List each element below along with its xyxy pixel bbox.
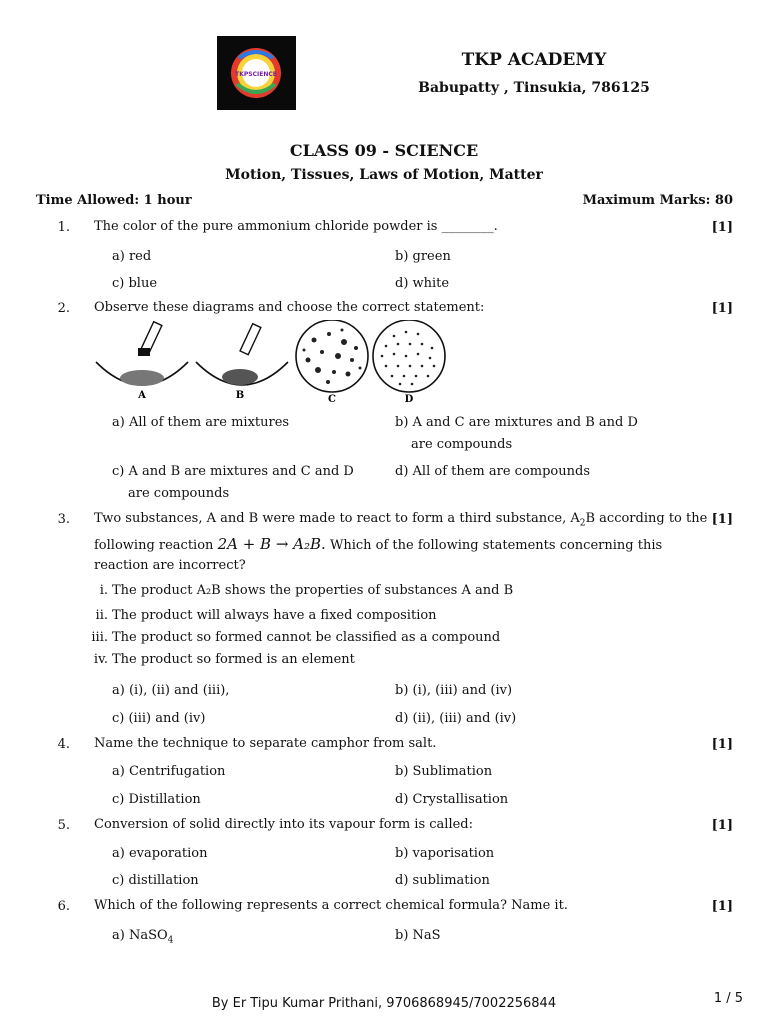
- question-number: 5.: [57, 818, 70, 833]
- option-a: a) (i), (ii) and (iii),: [112, 683, 230, 698]
- question-text: Name the technique to separate camphor from salt.: [94, 736, 437, 751]
- diagram-label-c: C: [328, 394, 336, 405]
- question-text-line3: reaction are incorrect?: [94, 558, 246, 573]
- option-d: d) sublimation: [395, 873, 490, 888]
- question-text: Conversion of solid directly into its vapour form is called:: [94, 817, 473, 832]
- diagram-b: [196, 324, 288, 401]
- question-marks: [1]: [711, 512, 733, 527]
- question-marks: [1]: [711, 818, 733, 833]
- footer-author: By Er Tipu Kumar Prithani, 9706868945/7002256844: [211, 996, 557, 1011]
- option-d: d) Crystallisation: [395, 792, 509, 807]
- option-d: d) (ii), (iii) and (iv): [395, 711, 517, 726]
- option-b: b) A and C are mixtures and B and D: [395, 415, 638, 430]
- school-name: TKP ACADEMY: [461, 50, 607, 70]
- matter-diagram: [94, 320, 454, 406]
- question-marks: [1]: [711, 301, 733, 316]
- option-b: b) Sublimation: [395, 764, 493, 779]
- question-text: Which of the following represents a correct chemical formula? Name it.: [94, 898, 568, 913]
- option-b: b) green: [395, 249, 451, 264]
- option-b: b) vaporisation: [395, 846, 495, 861]
- question-number: 3.: [57, 512, 70, 527]
- option-a: a) All of them are mixtures: [112, 415, 290, 430]
- question-text-line1: Two substances, A and B were made to react to form a third substance, $A_2B$ according to the: [94, 511, 708, 529]
- time-allowed: Time Allowed: 1 hour: [36, 193, 192, 208]
- diagram-a: [96, 322, 188, 401]
- question-text-line2: following reaction 2A + B → A₂B. Which of the following statements concerning this: [94, 535, 663, 553]
- option-c: c) (iii) and (iv): [112, 711, 206, 726]
- statement-ii: ii. The product will always have a fixed composition: [95, 608, 437, 623]
- option-c: c) distillation: [112, 873, 199, 888]
- diagram-label-a: A: [138, 390, 146, 401]
- statement-iii: iii. The product so formed cannot be classified as a compound: [91, 630, 501, 645]
- question-number: 1.: [57, 220, 70, 235]
- option-c: c) A and B are mixtures and C and D: [112, 464, 354, 479]
- question-text: The color of the pure ammonium chloride powder is ________.: [94, 219, 498, 234]
- option-d: d) white: [395, 276, 450, 291]
- logo-text: TKPSCIENCE: [235, 71, 277, 78]
- diagram-d: [373, 320, 445, 405]
- class-title: CLASS 09 - SCIENCE: [289, 141, 479, 160]
- question-marks: [1]: [711, 220, 733, 235]
- max-marks: Maximum Marks: 80: [582, 193, 733, 208]
- option-a: a) evaporation: [112, 846, 208, 861]
- option-c: c) blue: [112, 276, 158, 291]
- school-address: Babupatty , Tinsukia, 786125: [418, 80, 650, 96]
- statement-i: i. The product A₂B shows the properties of substances A and B: [99, 583, 514, 598]
- option-c-cont: are compounds: [128, 486, 230, 501]
- option-a: a) red: [112, 249, 152, 264]
- option-b: b) NaS: [395, 928, 441, 943]
- question-number: 6.: [57, 899, 70, 914]
- reaction-equation: 2A + B → A₂B.: [217, 535, 326, 553]
- option-a: a) NaSO$_4$: [112, 928, 174, 946]
- topics-title: Motion, Tissues, Laws of Motion, Matter: [225, 167, 543, 183]
- school-logo: [217, 36, 296, 110]
- diagram-c: [296, 320, 368, 405]
- option-b: b) (i), (iii) and (iv): [395, 683, 513, 698]
- diagram-label-b: B: [235, 390, 245, 401]
- question-text: Observe these diagrams and choose the correct statement:: [94, 300, 485, 315]
- question-number: 2.: [57, 301, 70, 316]
- page-number: 1 / 5: [713, 991, 743, 1006]
- question-number: 4.: [57, 737, 70, 752]
- option-d: d) All of them are compounds: [395, 464, 590, 479]
- diagram-label-d: D: [404, 394, 414, 405]
- question-marks: [1]: [711, 737, 733, 752]
- statement-iv: iv. The product so formed is an element: [93, 652, 355, 667]
- option-a: a) Centrifugation: [112, 764, 226, 779]
- option-c: c) Distillation: [112, 792, 201, 807]
- option-b-cont: are compounds: [411, 437, 513, 452]
- question-marks: [1]: [711, 899, 733, 914]
- tkp-academy-logo-icon: [217, 36, 296, 110]
